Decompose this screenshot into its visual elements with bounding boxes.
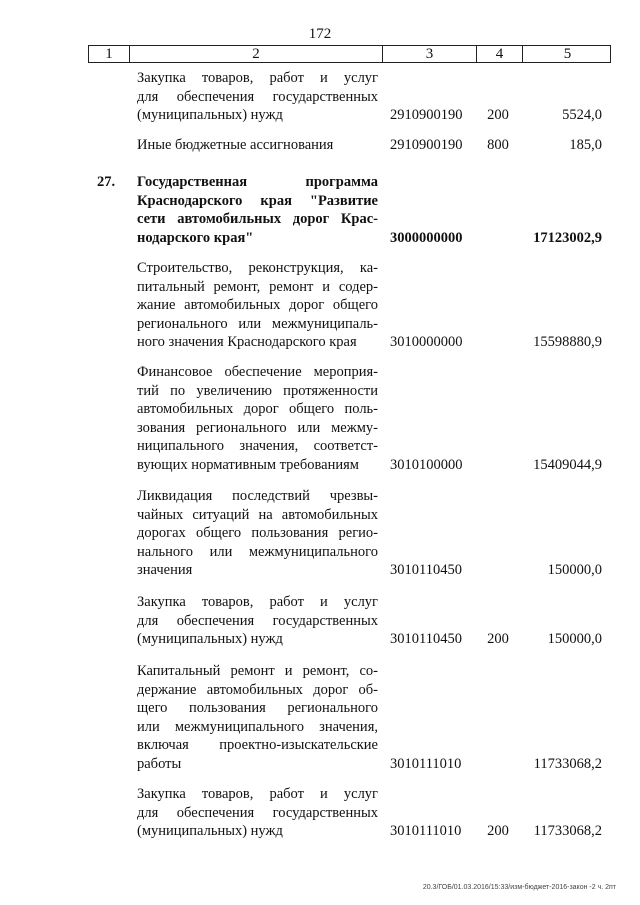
description-line: регионального или межмуниципаль- xyxy=(137,315,378,332)
table-header xyxy=(88,45,611,63)
description-line: Государственная программа xyxy=(137,174,378,190)
amount: 150000,0 xyxy=(547,562,602,578)
row-number: 27. xyxy=(97,174,116,190)
description-line: Иные бюджетные ассигнования xyxy=(137,137,334,153)
target-code: 3000000000 xyxy=(390,229,463,246)
target-code: 3010110450 xyxy=(390,631,462,647)
expense-type: 800 xyxy=(487,137,509,153)
description-line: нального или межмуниципального xyxy=(137,543,378,560)
target-code: 2910900190 xyxy=(390,107,463,123)
row-description xyxy=(137,487,378,580)
description-line: для обеспечения государственных xyxy=(137,88,378,105)
header-col-5: 5 xyxy=(563,46,572,62)
target-code: 3010111010 xyxy=(390,823,462,839)
amount: 185,0 xyxy=(569,137,602,153)
target-code: 3010100000 xyxy=(390,456,463,473)
amount: 11733068,2 xyxy=(533,823,602,839)
description-line: ниципального значения, соответст- xyxy=(137,438,378,454)
row-description xyxy=(137,173,378,247)
row-description xyxy=(137,785,378,841)
description-line: дорогах общего пользования регио- xyxy=(137,525,378,541)
expense-type: 200 xyxy=(487,107,509,123)
row-description xyxy=(137,363,378,474)
expense-type: 200 xyxy=(487,823,509,839)
row-description xyxy=(137,136,378,155)
description-line: жание автомобильных дорог общего xyxy=(137,297,378,313)
footer-stamp: 20.3/ГОБ/01.03.2016/15:33/изм-бюджет-2016-закон -2 ч. 2пт xyxy=(422,884,616,891)
amount: 11733068,2 xyxy=(533,755,602,772)
description-line: чайных ситуаций на автомобильных xyxy=(137,506,378,523)
target-code: 3010110450 xyxy=(390,562,462,578)
header-col-3: 3 xyxy=(383,46,477,62)
description-line: для обеспечения государственных xyxy=(137,804,378,821)
description-line: или межмуниципального значения, xyxy=(137,718,378,735)
amount: 5524,0 xyxy=(562,107,602,123)
description-line: питальный ремонт, ремонт и содер- xyxy=(137,278,378,295)
header-col-4: 4 xyxy=(477,46,523,62)
description-line: (муниципальных) нужд xyxy=(137,107,283,123)
description-line: значения xyxy=(137,562,193,578)
description-line: нодарского края" xyxy=(137,229,254,246)
description-line: Краснодарского края "Развитие xyxy=(137,192,378,209)
target-code: 3010111010 xyxy=(390,755,462,772)
amount: 15409044,9 xyxy=(533,456,602,473)
description-line: сети автомобильных дорог Крас- xyxy=(137,211,378,227)
header-col-1: 1 xyxy=(89,46,130,62)
row-description xyxy=(137,593,378,649)
description-line: для обеспечения государственных xyxy=(137,612,378,629)
description-line: Финансовое обеспечение мероприя- xyxy=(137,364,378,380)
expense-type: 200 xyxy=(487,631,509,647)
description-line: зования регионального или межму- xyxy=(137,419,378,436)
description-line: Капитальный ремонт и ремонт, со- xyxy=(137,663,378,679)
header-col-2: 2 xyxy=(130,46,383,62)
description-line: (муниципальных) нужд xyxy=(137,823,283,839)
description-line: автомобильных дорог общего поль- xyxy=(137,401,378,417)
description-line: Закупка товаров, работ и услуг xyxy=(137,70,378,86)
description-line: вующих нормативным требованиям xyxy=(137,456,359,473)
amount: 150000,0 xyxy=(547,631,602,647)
description-line: ного значения Краснодарского края xyxy=(137,334,357,350)
description-line: щего пользования регионального xyxy=(137,700,378,716)
row-description xyxy=(137,259,378,352)
target-code: 2910900190 xyxy=(390,137,463,153)
description-line: Ликвидация последствий чрезвы- xyxy=(137,488,378,504)
description-line: держание автомобильных дорог об- xyxy=(137,681,378,698)
description-line: включая проектно-изыскательские xyxy=(137,737,378,753)
row-description xyxy=(137,69,378,125)
amount: 17123002,9 xyxy=(533,229,602,246)
description-line: тий по увеличению протяженности xyxy=(137,382,378,399)
description-line: (муниципальных) нужд xyxy=(137,631,283,647)
description-line: Закупка товаров, работ и услуг xyxy=(137,786,378,802)
target-code: 3010000000 xyxy=(390,334,463,350)
page-number: 172 xyxy=(308,26,332,42)
description-line: Закупка товаров, работ и услуг xyxy=(137,594,378,610)
description-line: Строительство, реконструкция, ка- xyxy=(137,260,378,276)
amount: 15598880,9 xyxy=(533,334,602,350)
row-description xyxy=(137,662,378,773)
description-line: работы xyxy=(137,755,182,772)
